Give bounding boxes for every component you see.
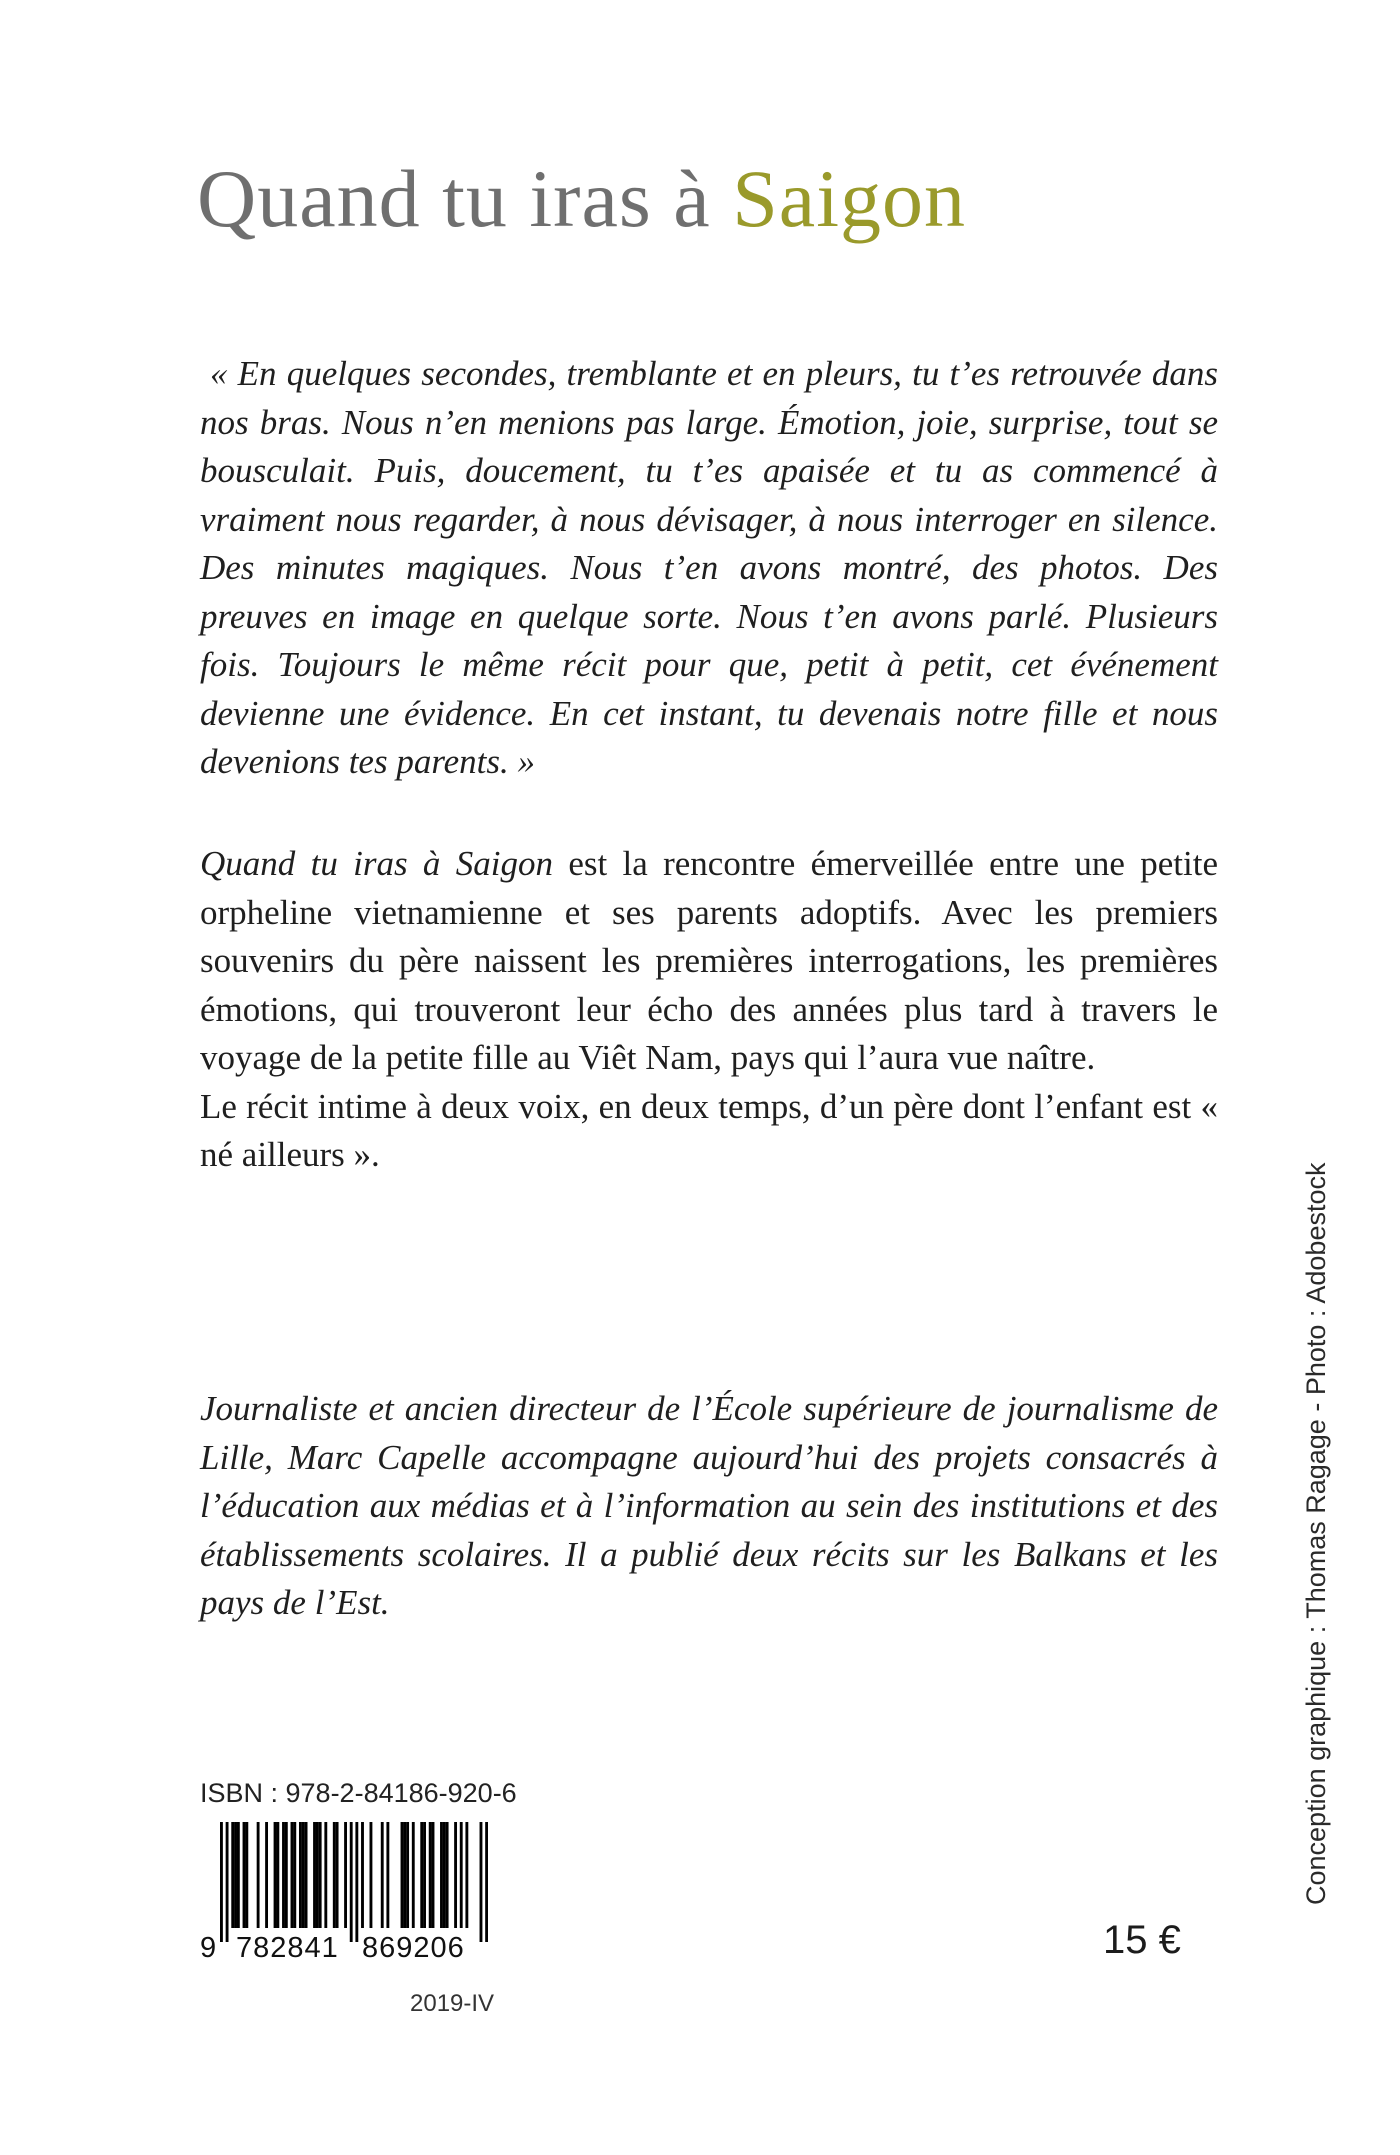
barcode-bar (237, 1822, 240, 1928)
barcode-bar (336, 1822, 339, 1928)
price: 15 € (1103, 1918, 1181, 1962)
barcode-bar (361, 1822, 364, 1928)
barcode-bar (432, 1822, 435, 1928)
barcode-left-group: 782841 (236, 1932, 339, 1964)
barcode-bar (460, 1822, 463, 1928)
barcode-bar (245, 1822, 248, 1928)
title-accent: Saigon (732, 153, 966, 244)
excerpt-quote: « En quelques secondes, tremblante et en pleurs, tu t’es retrouvée dans nos bras. Nous n’en menions pas large. Émotion, joie, surprise, tout se bousculait. Puis, doucement, tu t’es apaisée et tu as commencé à vraiment nous regarder, à nous dévisager, à nous interroger en silence. Des minutes magiques. Nous t’en avons montré, des photos. Des preuves en image en quelque sorte. Nous t’en avons parlé. Plusieurs fois. Toujours le même récit pour que, petit à petit, cet événement devienne une évidence. En cet instant, tu devenais notre fille et nous devenions tes parents. » (200, 354, 1218, 781)
barcode-bar (412, 1822, 415, 1928)
barcode-bar (440, 1822, 443, 1928)
barcode-bar (465, 1822, 468, 1928)
description-paragraph-1 (200, 840, 1218, 1083)
barcode-bar (305, 1822, 308, 1928)
barcode-bar (381, 1822, 384, 1928)
book-title (197, 153, 966, 244)
barcode-bar (485, 1822, 488, 1942)
barcode-bar (293, 1822, 296, 1928)
barcode-bar (324, 1822, 327, 1928)
barcode-bar (370, 1822, 373, 1928)
barcode-bar (480, 1822, 483, 1942)
barcode-bar (274, 1822, 277, 1928)
barcode-bar (231, 1822, 234, 1928)
barcode-bar (276, 1822, 279, 1928)
isbn: ISBN : 978-2-84186-920-6 (200, 1778, 517, 1808)
barcode-bar (220, 1822, 223, 1942)
edition-code: 2019-IV (410, 1990, 495, 2017)
barcode-bar (282, 1822, 285, 1928)
barcode-right-group: 869206 (362, 1932, 465, 1964)
barcode-first-digit: 9 (200, 1932, 217, 1964)
barcode-bar (319, 1822, 322, 1928)
book-description (200, 840, 1218, 1180)
barcode-bar (226, 1822, 229, 1942)
description-text: est la rencontre émerveillée entre une petite orpheline vietnamienne et ses parents adoptifs. Avec les premiers souvenirs du père naissent les premières interrogations, les premières émotions, qui trouveront leur écho des années plus tard à travers le voyage de la petite fille au Viêt Nam, pays qui l’aura vue naître. (200, 844, 1218, 1077)
barcode-bar (423, 1822, 426, 1928)
barcode-bar (299, 1822, 302, 1928)
barcode-bar (420, 1822, 423, 1928)
barcode-bar (355, 1822, 358, 1942)
description-paragraph-2: Le récit intime à deux voix, en deux temps, d’un père dont l’enfant est « né ailleurs ». (200, 1086, 1218, 1174)
barcode-bar (429, 1822, 432, 1928)
barcode-bar (333, 1822, 336, 1928)
barcode-bar (401, 1822, 404, 1928)
barcode-bar (350, 1822, 353, 1942)
barcode (220, 1822, 488, 1942)
barcode-bar (313, 1822, 316, 1928)
description-book-title: Quand tu iras à Saigon (200, 844, 553, 883)
barcode-bar (446, 1822, 449, 1928)
barcode-bar (265, 1822, 268, 1928)
author-bio: Journaliste et ancien directeur de l’École supérieure de journalisme de Lille, Marc Capelle accompagne aujourd’hui des projets consacrés à l’éducation aux médias et à l’information au sein des institutions et des établissements scolaires. Il a publié deux récits sur les Balkans et les pays de l’Est. (200, 1389, 1218, 1622)
barcode-bar (234, 1822, 237, 1928)
barcode-digits (200, 1932, 500, 1972)
barcode-bar (386, 1822, 389, 1928)
barcode-bar (443, 1822, 446, 1928)
title-main: Quand tu iras à (197, 153, 733, 244)
barcode-bar (302, 1822, 305, 1928)
barcode-bar (454, 1822, 457, 1928)
barcode-bar (344, 1822, 347, 1928)
design-credit: Conception graphique : Thomas Ragage - Photo : Adobestock (1301, 1162, 1331, 1905)
barcode-bar (403, 1822, 406, 1928)
barcode-bar (291, 1822, 294, 1928)
barcode-bar (257, 1822, 260, 1928)
barcode-bar (406, 1822, 409, 1928)
barcode-bar (316, 1822, 319, 1928)
barcode-bar (285, 1822, 288, 1928)
barcode-bar (243, 1822, 246, 1928)
